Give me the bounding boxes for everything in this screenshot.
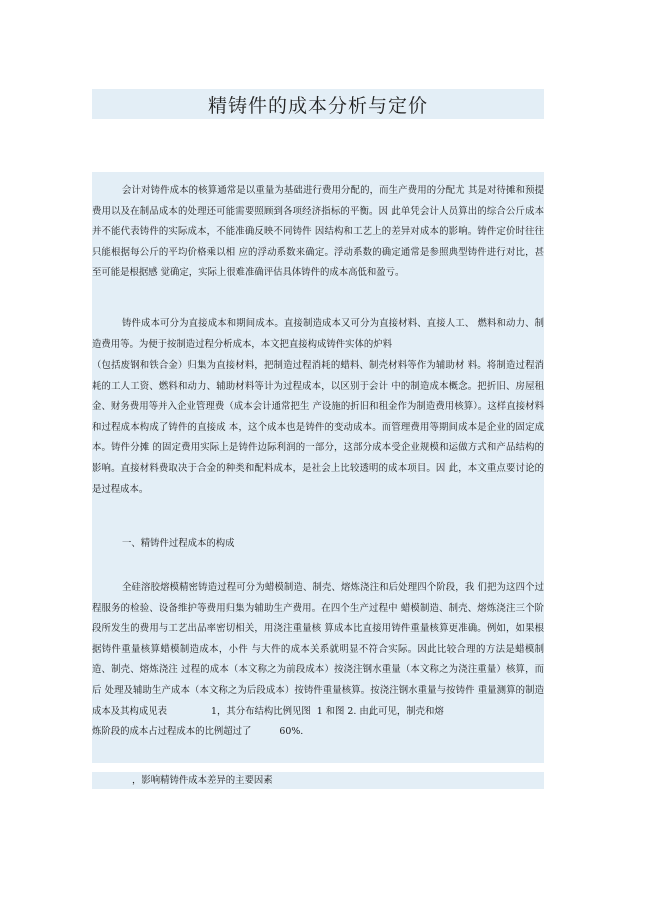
document-title: 精铸件的成本分析与定价 [207,94,428,117]
percent-value: 60%. [279,726,304,738]
paragraph-3: （包括废钢和铁合金）归集为直接材料，把制造过程消耗的蜡料、制壳材料等作为辅助材 料。将制造过程消耗的工人工资、燃料和动力、辅助材料等计为过程成本，以区别于会计 中的制造成本概念。把折旧、房屋租金、财务费用等并入企业管理费（成本会计通常把生 产设施的折旧和租金作为制造费用核算）。这样直接材料和过程成本构成了铸件的直接成 本，这个成本也是铸件的变动成本。而管理费用等期间成本是企业的固定成本。铸件分摊 的固定费用实际上是铸件边际利润的一部分，这部分成本受企业规模和运做方式和产品结构的影响。直接材料费取决于合金的种类和配料成本，是社会上比较透明的成本项目。因 此，本文重点要讨论的是过程成本。 [92,360,544,495]
section-heading-1: 一、精铸件过程成本的构成 [122,538,235,549]
section-heading-2: ，影响精铸件成本差异的主要因素 [132,775,273,786]
title-band [92,89,544,119]
paragraph-4-text: 全硅溶胶熔模精密铸造过程可分为蜡模制造、制壳、熔炼浇注和后处理四个阶段，我 们把为这四个过程服务的检验、设备维护等费用归集为辅助生产费用。在四个生产过程中 蜡模制造、制壳、熔炼浇注三个阶段所发生的费用与工艺出品率密切相关，用浇注重量核 算成本比直接用铸件重量核算更准确。例如，如果根据铸件重量核算蜡模制造成本，小件 与大件的成本关系就明显不符合实际。因此比较合理的方法是蜡模制造、制壳、熔炼浇注 过程的成本（本文称之为前段成本）按浇注钢水重量（本文称之为浇注重量）核算，而后 处理及辅助生产成本（本文称之为后段成本）按铸件重量核算。按浇注钢水重量与按铸件 重量测算的制造成本及其构成见表 [92,582,544,717]
paragraph-2-block [92,314,544,355]
paragraph-2: 铸件成本可分为直接成本和期间成本。直接制造成本又可分为直接材料、直接人工、 燃料和动力、制造费用等。为便于按制造过程分析成本，本文把直接构成铸件实体的炉料 [92,318,544,350]
paragraph-4 [92,578,544,722]
table-ref: 1，其分布结构比例见图 [211,705,311,717]
paragraph-4-tail: 炼阶段的成本占过程成本的比例超过了 [92,726,252,738]
paragraph-4-block [92,578,544,743]
section-heading-2-band [92,772,544,789]
paragraph-1-block [92,181,544,284]
paragraph-3-block [92,356,544,500]
paragraph-1: 会计对铸件成本的核算通常是以重量为基础进行费用分配的，而生产费用的分配尤 其是对待摊和预提费用以及在制品成本的处理还可能需要照顾到各项经济指标的平衡。因 此单凭会计人员算出的综合公斤成本并不能代表铸件的实际成本，不能准确反映不同铸件 因结构和工艺上的差异对成本的影响。铸件定价时往往只能根据每公斤的平均价格乘以相 应的浮动系数来确定。浮动系数的确定通常是参照典型铸件进行对比，甚至可能是根据感 觉确定，实际上很难准确评估具体铸件的成本高低和盈亏。 [92,185,544,279]
section-heading-block [92,534,544,555]
paragraph-4-last [92,722,544,743]
figure-ref: 1 和图 2. 由此可见，制壳和熔 [316,705,444,717]
